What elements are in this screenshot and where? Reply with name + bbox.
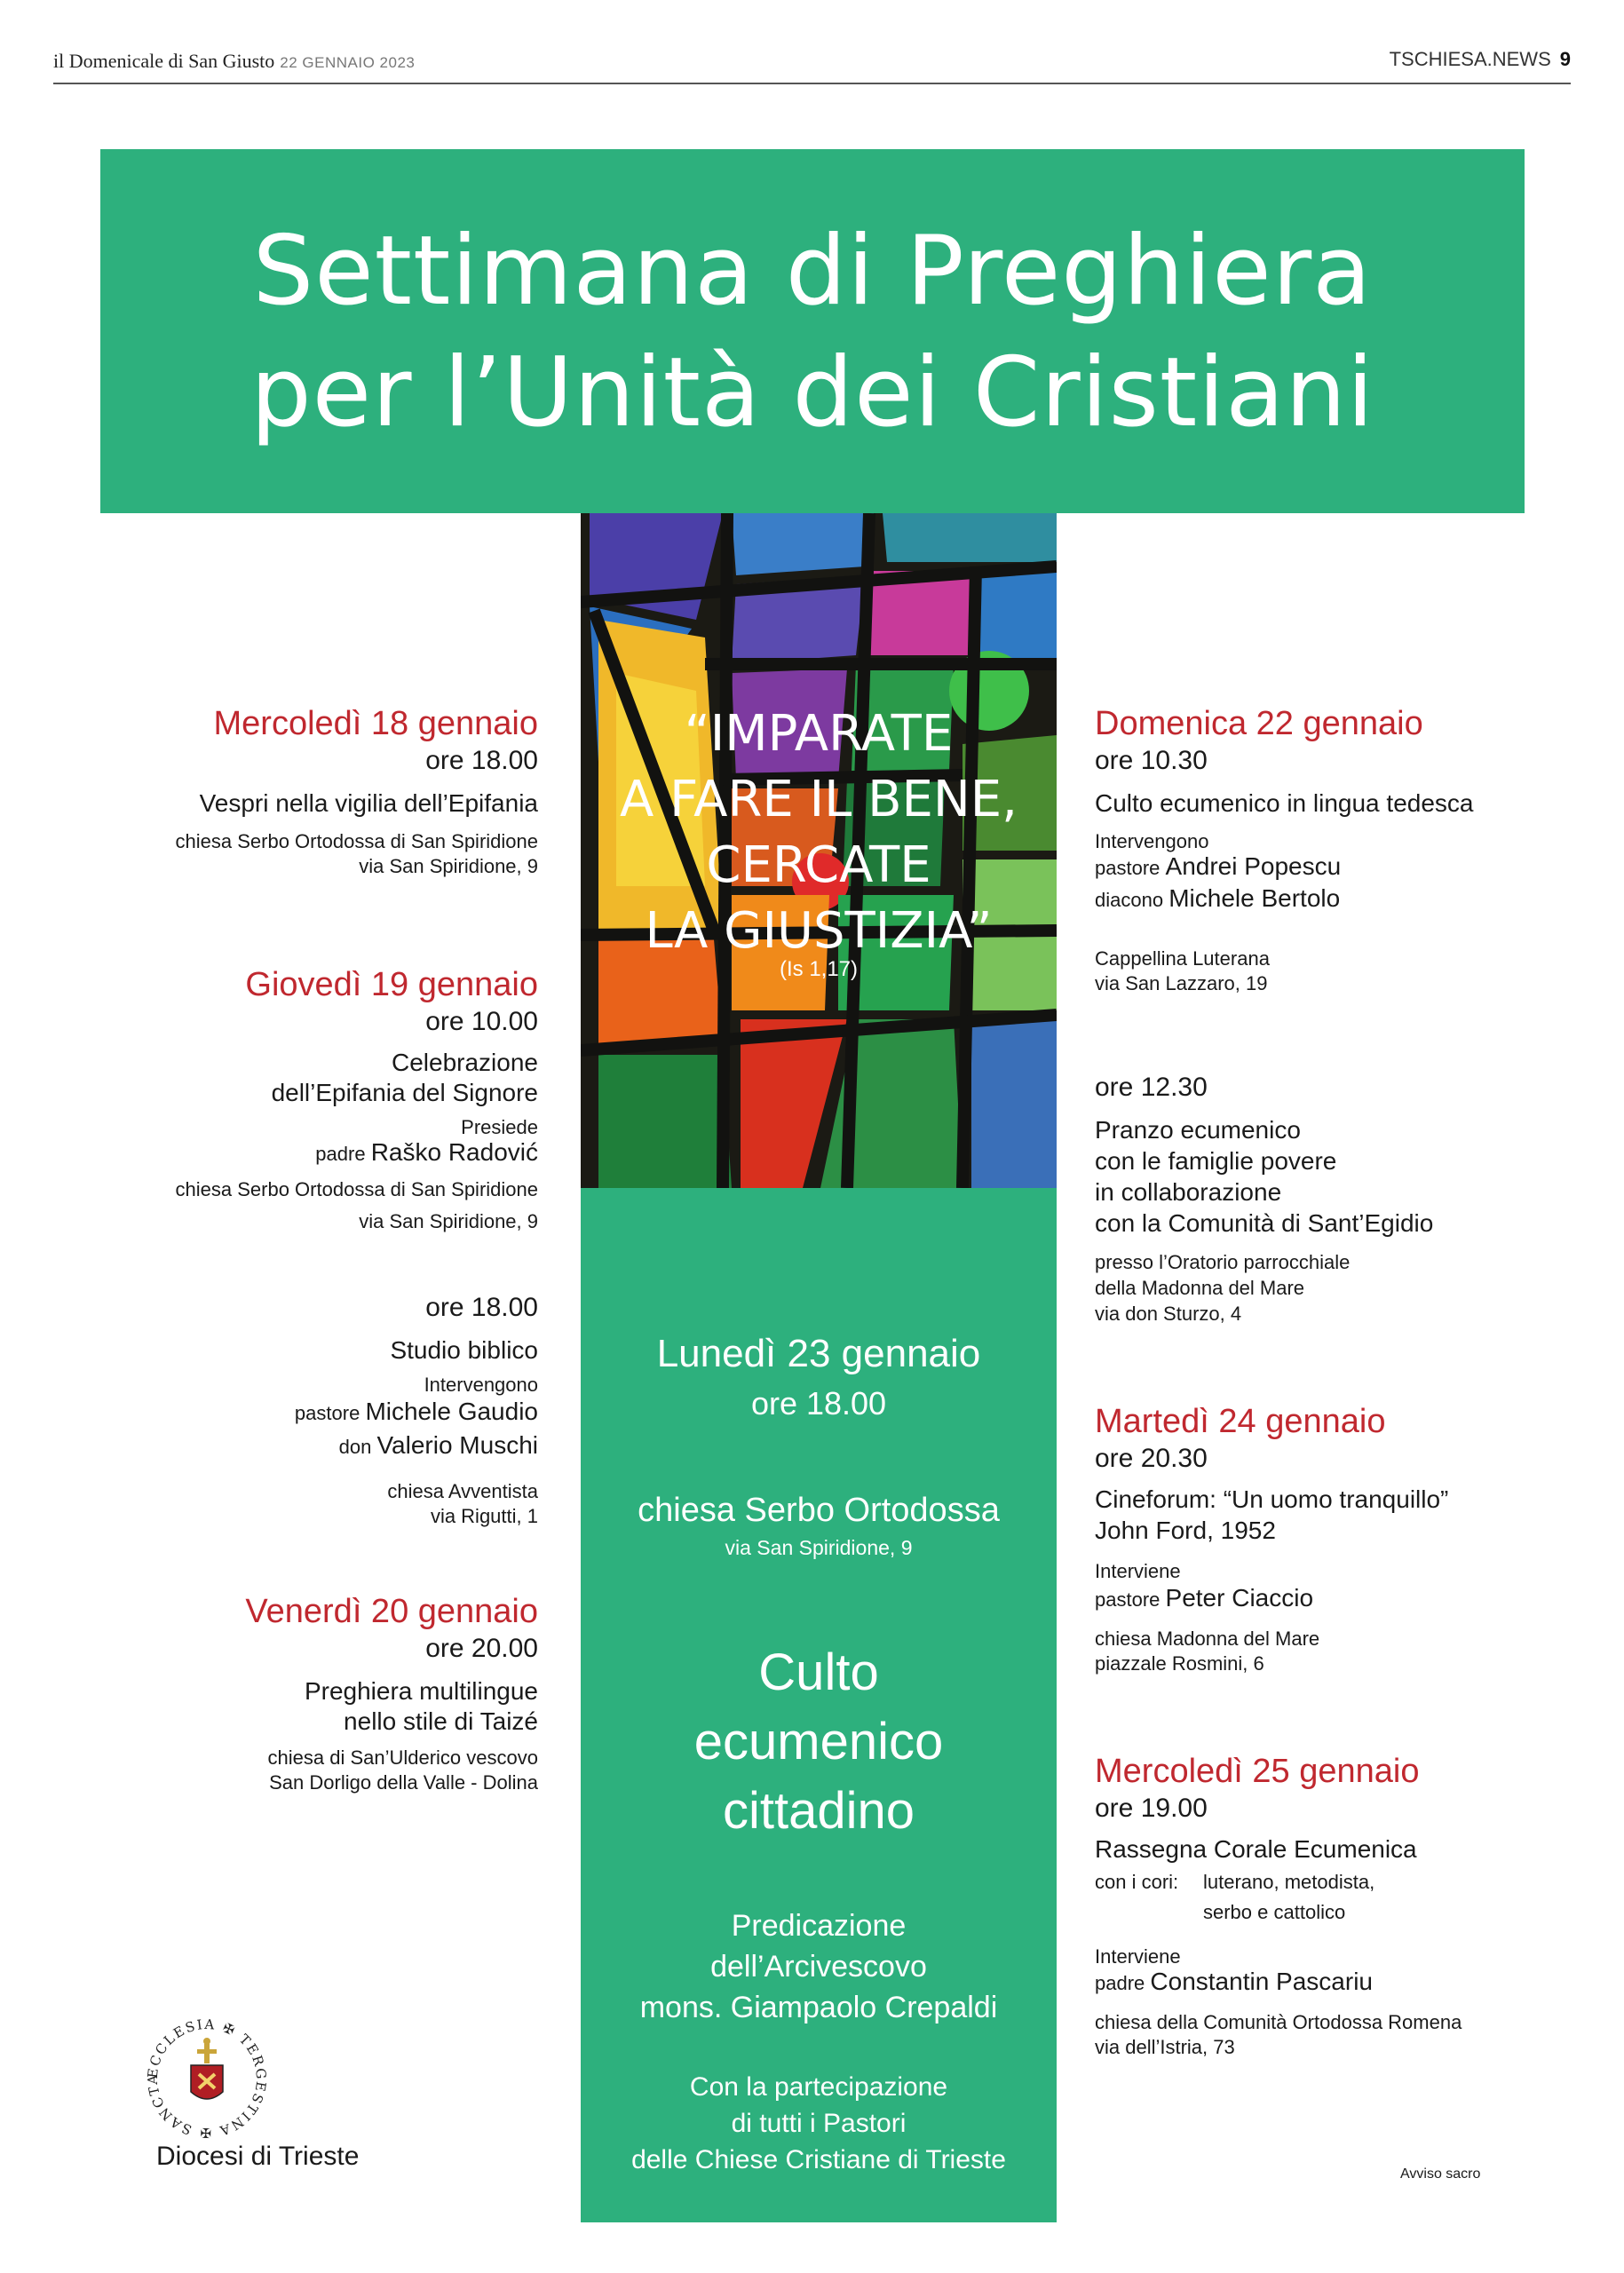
left-event2-place1: chiesa Serbo Ortodossa di San Spiridione [175, 1178, 538, 1200]
right-event3-text1: Cineforum: “Un uomo tranquillo” [1095, 1485, 1449, 1513]
seal-ring-text: ECCLESIA ✠ TERGESTINA ✠ SANCTA [144, 2016, 270, 2142]
right-event1-person2-prefix: diacono [1095, 889, 1164, 911]
center-participation-line1: Con la partecipazione [689, 2072, 948, 2102]
center-title-line1: Culto [758, 1643, 879, 1701]
right-event3-person-line [1095, 1586, 1313, 1612]
left-event3-place1: chiesa Avventista [387, 1480, 538, 1502]
quote-reference: (Is 1,17) [779, 957, 859, 981]
right-event4-choirs2: serbo e cattolico [1203, 1901, 1346, 1923]
center-title-line2: ecumenico [693, 1713, 944, 1770]
banner-title-line1: Settimana di Preghiera [252, 216, 1373, 327]
left-event1-place1: chiesa Serbo Ortodossa di San Spiridione [175, 830, 538, 852]
right-event3-place2: piazzale Rosmini, 6 [1095, 1652, 1264, 1675]
quote-line2: A FARE IL BENE, [620, 771, 1018, 828]
left-event2-day: Giovedì 19 gennaio [245, 966, 538, 1003]
right-event4-day: Mercoledì 25 gennaio [1095, 1753, 1420, 1790]
right-event1-title: Culto ecumenico in lingua tedesca [1095, 789, 1474, 817]
right-event3-text2: John Ford, 1952 [1095, 1517, 1276, 1544]
left-event2-title1: Celebrazione [392, 1049, 538, 1076]
right-event1-person2: Michele Bertolo [1168, 884, 1341, 912]
right-event4-time: ore 19.00 [1095, 1794, 1208, 1823]
left-event2-title2: dell’Epifania del Signore [271, 1079, 538, 1106]
center-day: Lunedì 23 gennaio [656, 1332, 981, 1375]
site-name: TSCHIESA.NEWS [1389, 48, 1551, 70]
right-event1-place1: Cappellina Luterana [1095, 947, 1270, 970]
center-address: via San Spiridione, 9 [725, 1536, 913, 1559]
left-event1-time: ore 18.00 [425, 746, 538, 775]
center-preaching-line1: Predicazione [731, 1909, 907, 1943]
left-event4-place2: San Dorligo della Valle - Dolina [269, 1771, 538, 1794]
left-event3-person1-line [295, 1399, 538, 1426]
right-event4-place2: via dell’Istria, 73 [1095, 2036, 1235, 2058]
left-event3-person1-prefix: pastore [294, 1402, 360, 1424]
center-participation-line3: delle Chiese Cristiane di Trieste [631, 2145, 1006, 2174]
right-event1-person2-line [1095, 886, 1340, 913]
left-event1-title: Vespri nella vigilia dell’Epifania [199, 789, 538, 817]
center-preaching-line2: dell’Arcivescovo [710, 1950, 927, 1984]
left-event4-title1: Preghiera multilingue [304, 1677, 538, 1705]
left-event3-person1: Michele Gaudio [365, 1398, 538, 1425]
header-rule [53, 83, 1571, 84]
left-event3-person2-line [339, 1433, 538, 1460]
right-event1-person1-line [1095, 854, 1341, 881]
publication-name: il Domenicale di San Giusto [53, 50, 275, 72]
left-event2-person-line [315, 1140, 538, 1167]
left-event4-title2: nello stile di Taizé [344, 1707, 538, 1735]
center-title-line3: cittadino [722, 1782, 915, 1840]
left-event2-person-prefix: padre [315, 1143, 366, 1165]
right-event3-time: ore 20.30 [1095, 1444, 1208, 1473]
center-participation-line2: di tutti i Pastori [731, 2109, 907, 2138]
title-banner [100, 149, 1525, 513]
left-event3-time: ore 18.00 [425, 1293, 538, 1322]
quote-line3: CERCATE [706, 836, 931, 894]
right-event2-place3: via don Sturzo, 4 [1095, 1303, 1242, 1325]
right-event4-place1: chiesa della Comunità Ortodossa Romena [1095, 2011, 1462, 2033]
site-and-page [1390, 48, 1571, 71]
right-event4-person-line [1095, 1969, 1373, 1996]
left-event3-place2: via Rigutti, 1 [430, 1505, 538, 1527]
left-event3-role: Intervengono [424, 1374, 538, 1396]
right-event4-role: Interviene [1095, 1945, 1181, 1968]
right-event1-place2: via San Lazzaro, 19 [1095, 972, 1268, 994]
right-event2-place1: presso l’Oratorio parrocchiale [1095, 1251, 1351, 1273]
right-event2-time: ore 12.30 [1095, 1073, 1208, 1102]
left-event4-place1: chiesa di San’Ulderico vescovo [267, 1746, 538, 1769]
right-event3-role: Interviene [1095, 1560, 1181, 1582]
diocese-label: Diocesi di Trieste [156, 2142, 360, 2171]
right-event4-choirs-label: con i cori: [1095, 1871, 1179, 1893]
center-church: chiesa Serbo Ortodossa [638, 1492, 1000, 1529]
right-event4-title: Rassegna Corale Ecumenica [1095, 1835, 1417, 1863]
right-event1-role: Intervengono [1095, 830, 1209, 852]
right-event2-text1: Pranzo ecumenico [1095, 1116, 1301, 1144]
right-event3-person: Peter Ciaccio [1165, 1584, 1314, 1612]
banner-title-line2: per l’Unità dei Cristiani [250, 337, 1374, 448]
right-event2-text3: in collaborazione [1095, 1178, 1282, 1206]
page-number: 9 [1559, 48, 1571, 70]
notice-label: Avviso sacro [1400, 2166, 1481, 2182]
diocese-seal-logo [142, 2014, 272, 2143]
right-event4-choirs1: luterano, metodista, [1203, 1871, 1375, 1893]
left-event3-person2: Valerio Muschi [376, 1431, 538, 1459]
right-event1-day: Domenica 22 gennaio [1095, 705, 1423, 742]
right-event4-person: Constantin Pascariu [1150, 1968, 1373, 1995]
left-event3-title: Studio biblico [390, 1336, 538, 1364]
right-event2-text2: con le famiglie povere [1095, 1147, 1337, 1175]
right-event3-day: Martedì 24 gennaio [1095, 1403, 1386, 1440]
right-event2-place2: della Madonna del Mare [1095, 1277, 1305, 1299]
left-event2-role: Presiede [461, 1116, 538, 1138]
issue-date: 22 GENNAIO 2023 [280, 54, 416, 71]
right-event4-person-prefix: padre [1095, 1972, 1145, 1994]
left-event2-person: Raško Radović [370, 1138, 538, 1166]
right-event1-person1-prefix: pastore [1095, 857, 1161, 879]
right-event3-place1: chiesa Madonna del Mare [1095, 1628, 1320, 1650]
left-event2-place2: via San Spiridione, 9 [359, 1210, 538, 1232]
right-event2-text4: con la Comunità di Sant’Egidio [1095, 1209, 1434, 1237]
left-event1-day: Mercoledì 18 gennaio [213, 705, 538, 742]
left-event2-time: ore 10.00 [425, 1007, 538, 1036]
left-event3-person2-prefix: don [338, 1436, 372, 1458]
center-preaching-line3: mons. Giampaolo Crepaldi [639, 1991, 998, 2024]
masthead [53, 50, 415, 73]
right-event3-person-prefix: pastore [1095, 1588, 1161, 1611]
left-event4-day: Venerdì 20 gennaio [245, 1593, 538, 1630]
quote-line1: “IMPARATE [684, 705, 954, 763]
right-event1-person1: Andrei Popescu [1165, 852, 1342, 880]
right-event1-time: ore 10.30 [1095, 746, 1208, 775]
left-event1-place2: via San Spiridione, 9 [359, 855, 538, 877]
center-time: ore 18.00 [750, 1385, 887, 1422]
left-event4-time: ore 20.00 [425, 1634, 538, 1663]
quote-line4: LA GIUSTIZIA” [645, 902, 993, 960]
